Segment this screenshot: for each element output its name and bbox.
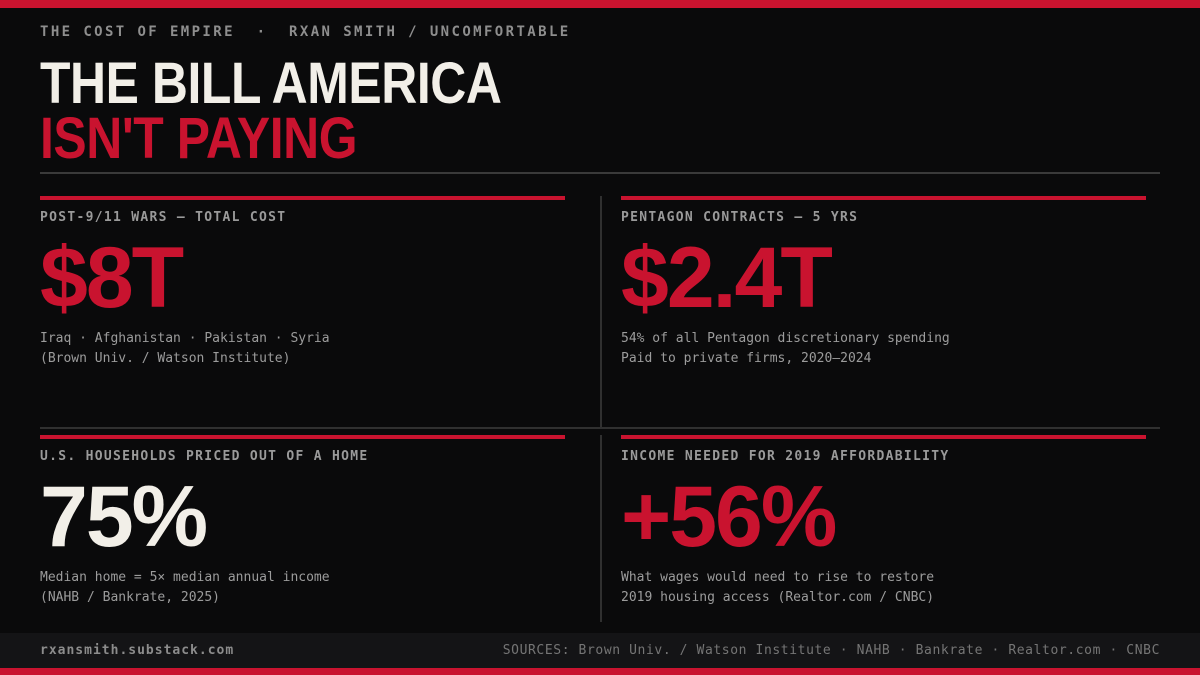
stat-caption: [621, 568, 1146, 608]
stat-label: PENTAGON CONTRACTS — 5 YRS: [621, 210, 859, 225]
stat-label: POST-9/11 WARS — TOTAL COST: [40, 210, 287, 225]
stat-card-post911-wars: [40, 196, 600, 427]
stat-caption: [40, 568, 565, 608]
kicker-text: THE COST OF EMPIRE · RXAN SMITH / UNCOMFORTABLE: [40, 24, 571, 40]
accent-bar: [621, 435, 1146, 439]
footer-sources: SOURCES: Brown Univ. / Watson Institute · NAHB · Bankrate · Realtor.com · CNBC: [502, 643, 1160, 658]
stat-caption-line-2: 2019 housing access (Realtor.com / CNBC): [621, 590, 935, 605]
stat-caption-line-1: What wages would need to rise to restore: [621, 570, 935, 585]
stat-caption: [40, 329, 565, 369]
title-line-2: ISN'T PAYING: [40, 106, 358, 171]
stats-grid: [40, 174, 1160, 622]
footer-bar: [0, 633, 1200, 668]
top-accent-bar: [0, 0, 1200, 8]
stats-row-bottom: [40, 429, 1160, 622]
stat-card-pentagon-contracts: [600, 196, 1160, 427]
stat-value: $8T: [40, 230, 183, 326]
bottom-accent-bar: [0, 668, 1200, 675]
title-line-1: THE BILL AMERICA: [40, 51, 502, 116]
stat-caption-line-2: Paid to private firms, 2020–2024: [621, 351, 872, 366]
stat-card-income-needed: [600, 435, 1160, 622]
stat-label: INCOME NEEDED FOR 2019 AFFORDABILITY: [621, 449, 950, 464]
accent-bar: [621, 196, 1146, 200]
accent-bar: [40, 435, 565, 439]
stats-row-top: [40, 174, 1160, 427]
stat-value: $2.4T: [621, 230, 831, 326]
stat-caption-line-1: Median home = 5× median annual income: [40, 570, 330, 585]
poster-header: [40, 24, 1160, 171]
accent-bar: [40, 196, 565, 200]
stat-caption-line-2: (Brown Univ. / Watson Institute): [40, 351, 291, 366]
stat-label: U.S. HOUSEHOLDS PRICED OUT OF A HOME: [40, 449, 369, 464]
stat-caption: [621, 329, 1146, 369]
page-title: [40, 51, 1160, 171]
stat-caption-line-2: (NAHB / Bankrate, 2025): [40, 590, 221, 605]
stat-value: +56%: [621, 469, 836, 565]
stat-value: 75%: [40, 469, 207, 565]
stat-caption-line-1: Iraq · Afghanistan · Pakistan · Syria: [40, 331, 330, 346]
stat-caption-line-1: 54% of all Pentagon discretionary spending: [621, 331, 950, 346]
footer-site-url: rxansmith.substack.com: [40, 643, 235, 658]
stat-card-priced-out-households: [40, 435, 600, 622]
